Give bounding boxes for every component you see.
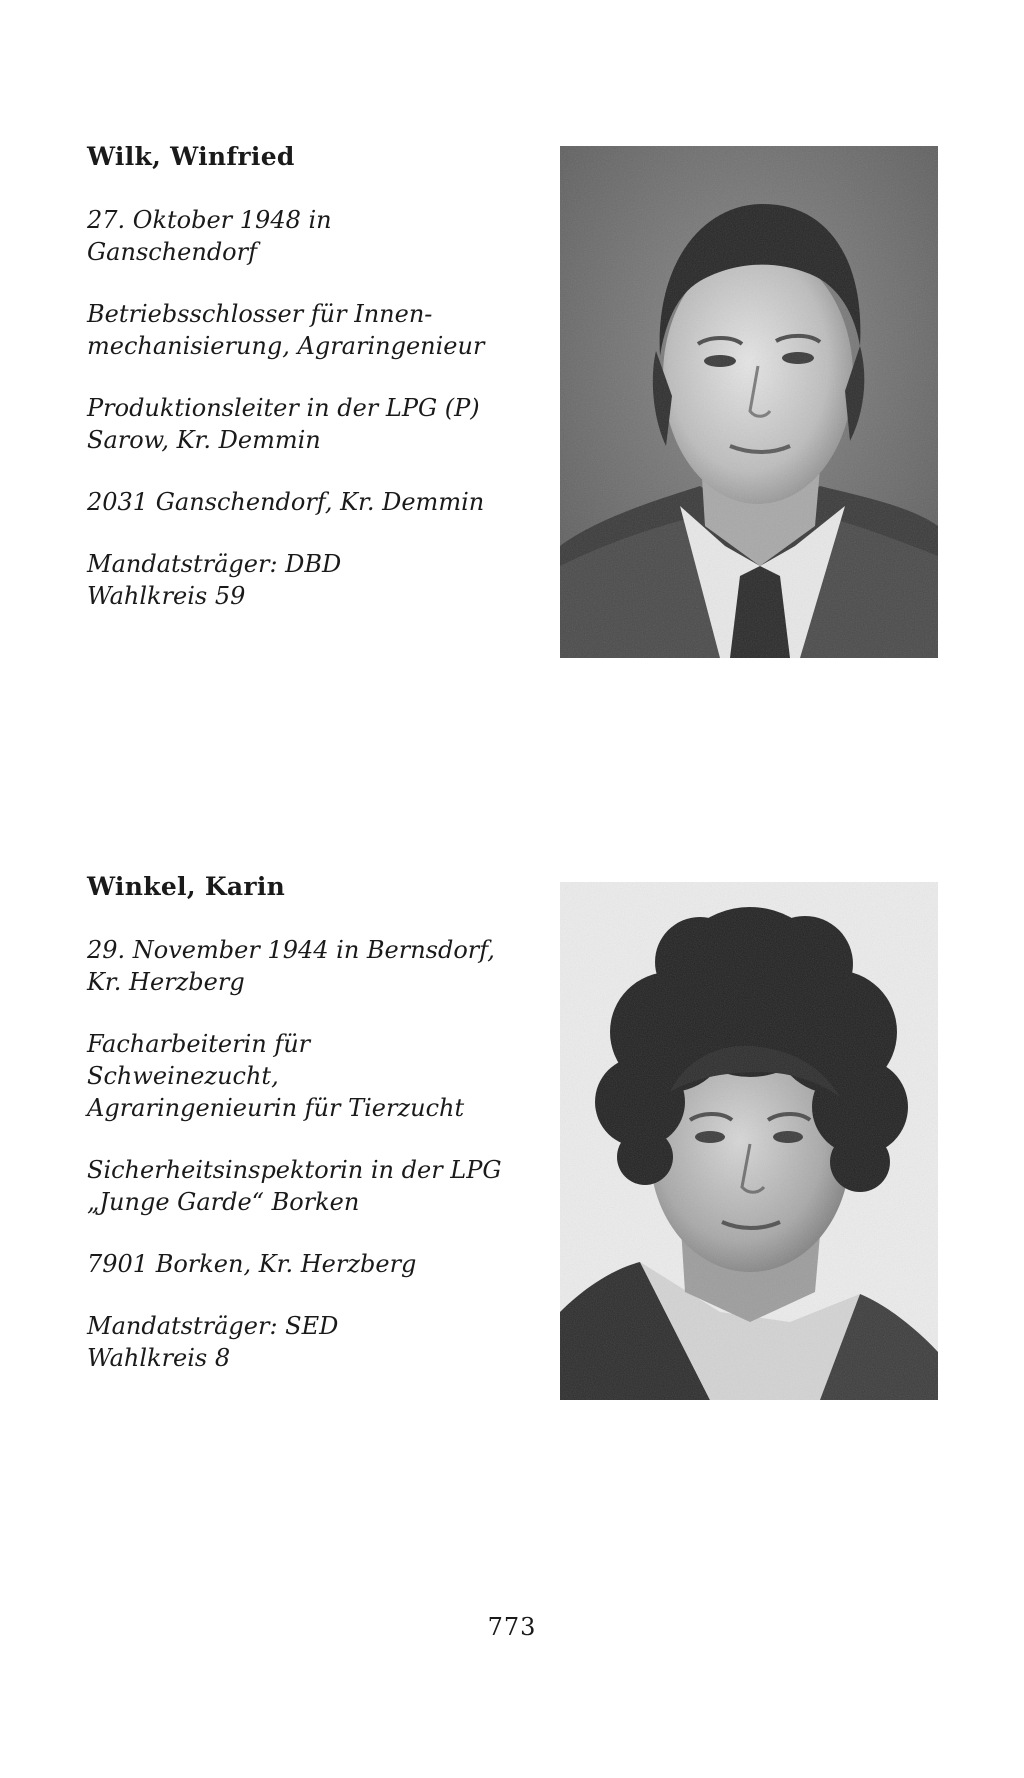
- address-info: [87, 1248, 507, 1280]
- biography-details: [87, 934, 507, 1404]
- text-line: 29. November 1944 in Bernsdorf,: [87, 936, 495, 964]
- text-line: Wahlkreis 59: [87, 582, 246, 610]
- text-line: Betriebsschlosser für Innen-: [87, 300, 433, 328]
- portrait-woman-image: [560, 882, 938, 1400]
- mandate-info: [87, 1310, 507, 1374]
- address-info: [87, 486, 507, 518]
- biography-entry-wilk: [0, 0, 1024, 700]
- birth-info: [87, 204, 507, 268]
- portrait-photo: [560, 146, 938, 658]
- text-line: Kr. Herzberg: [87, 968, 245, 996]
- text-line: 27. Oktober 1948 in Ganschendorf: [87, 206, 332, 266]
- text-line: „Junge Garde“ Borken: [87, 1188, 360, 1216]
- person-name: Winkel, Karin: [87, 872, 286, 901]
- person-name: Wilk, Winfried: [87, 142, 295, 171]
- page-number: 773: [487, 1613, 537, 1641]
- text-line: Wahlkreis 8: [87, 1344, 231, 1372]
- portrait-man-image: [560, 146, 938, 658]
- text-line: Mandatsträger: DBD: [87, 550, 342, 578]
- text-line: Facharbeiterin für Schweinezucht,: [87, 1030, 311, 1090]
- birth-info: [87, 934, 507, 998]
- occupation-info: [87, 392, 507, 456]
- biography-details: [87, 204, 507, 642]
- text-line: Sicherheitsinspektorin in der LPG: [87, 1156, 502, 1184]
- text-line: Produktionsleiter in der LPG (P): [87, 394, 480, 422]
- text-line: 2031 Ganschendorf, Kr. Demmin: [87, 488, 485, 516]
- text-line: Sarow, Kr. Demmin: [87, 426, 321, 454]
- mandate-info: [87, 548, 507, 612]
- education-info: [87, 1028, 507, 1124]
- biography-entry-winkel: [0, 720, 1024, 1440]
- occupation-info: [87, 1154, 507, 1218]
- text-line: mechanisierung, Agraringenieur: [87, 332, 485, 360]
- text-line: Agraringenieurin für Tierzucht: [87, 1094, 465, 1122]
- portrait-photo: [560, 882, 938, 1400]
- text-line: Mandatsträger: SED: [87, 1312, 339, 1340]
- education-info: [87, 298, 507, 362]
- text-line: 7901 Borken, Kr. Herzberg: [87, 1250, 417, 1278]
